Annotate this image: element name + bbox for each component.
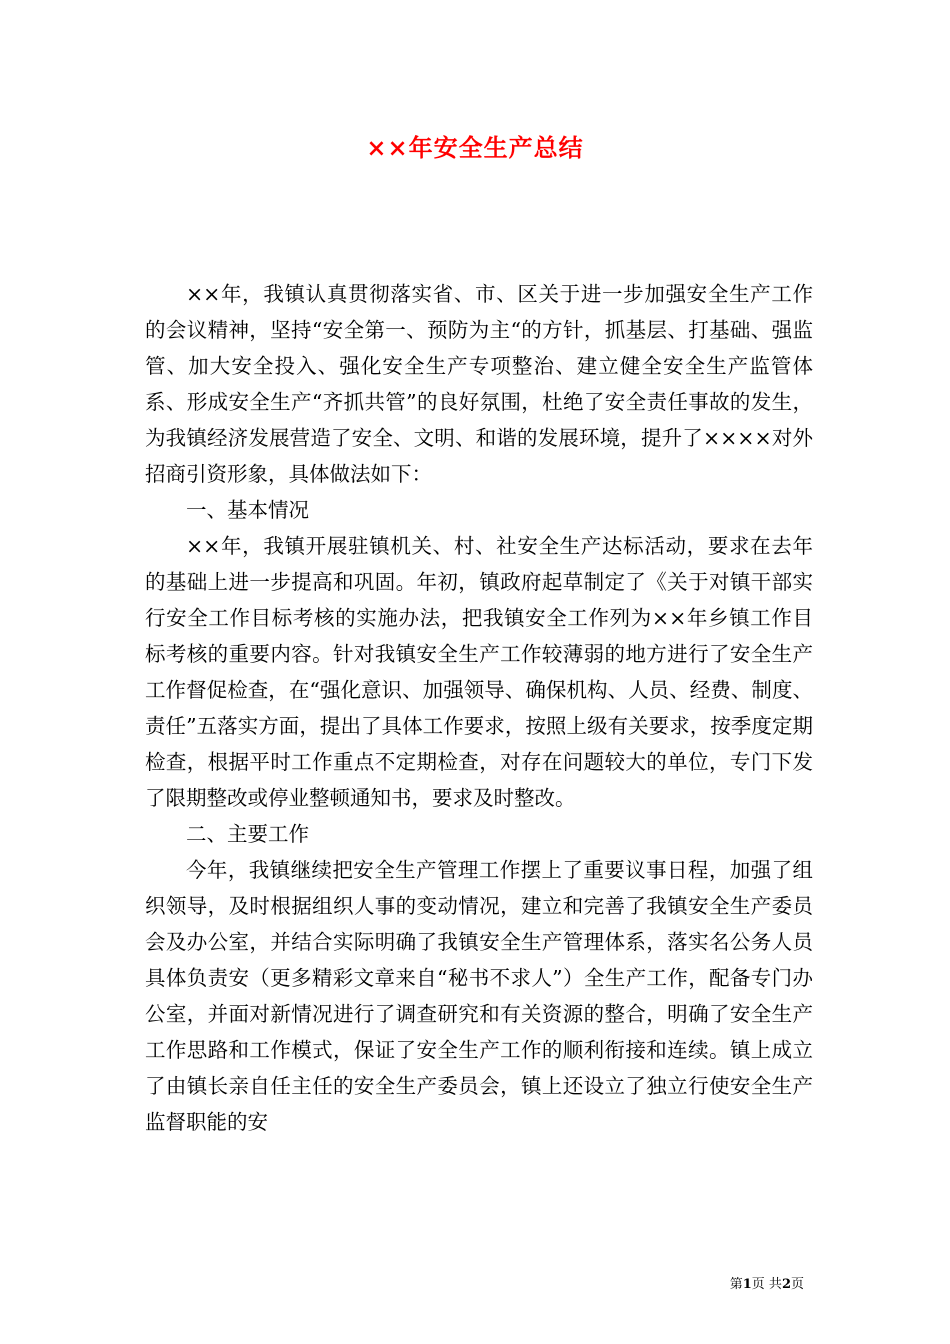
paragraph-basic: ××年，我镇开展驻镇机关、村、社安全生产达标活动，要求在去年的基础上进一步提高和巩固。年初，镇政府起草制定了《关于对镇干部实行安全工作目标考核的实施办法，把我镇安全工作列为××年乡镇工作目标考核的重要内容。针对我镇安全生产工作较薄弱的地方进行了安全生产工作督促检查，在“强化意识、加强领导、确保机构、人员、经费、制度、责任”五落实方面，提出了具体工作要求，按照上级有关要求，按季度定期检查，根据平时工作重点不定期检查，对存在问题较大的单位，专门下发了限期整改或停业整顿通知书，要求及时整改。 bbox=[145, 534, 813, 810]
footer-middle: 页 共 bbox=[751, 1277, 782, 1292]
document-title: ××年安全生产总结 bbox=[366, 133, 584, 162]
paragraph-intro: ××年，我镇认真贯彻落实省、市、区关于进一步加强安全生产工作的会议精神，坚持“安全第一、预防为主“的方针，抓基层、打基础、强监管、加大安全投入、强化安全生产专项整治、建立健全安全生产监管体系、形成安全生产“齐抓共管”的良好氛围，杜绝了安全责任事故的发生，为我镇经济发展营造了安全、文明、和谐的发展环境，提升了××××对外招商引资形象，具体做法如下： bbox=[145, 282, 813, 486]
page-footer bbox=[730, 1276, 804, 1294]
section-heading-basic: 一、基本情况 bbox=[186, 498, 309, 522]
document-body bbox=[145, 276, 813, 1140]
footer-page-number: 1 bbox=[742, 1277, 752, 1292]
paragraph-main-work: 今年，我镇继续把安全生产管理工作摆上了重要议事日程，加强了组织领导，及时根据组织人事的变动情况，建立和完善了我镇安全生产委员会及办公室，并结合实际明确了我镇安全生产管理体系，落实名公务人员具体负责安（更多精彩文章来自“秘书不求人”）全生产工作，配备专门办公室，并面对新情况进行了调查研究和有关资源的整合，明确了安全生产工作思路和工作模式，保证了安全生产工作的顺利衔接和连续。镇上成立了由镇长亲自任主任的安全生产委员会，镇上还设立了独立行使安全生产监督职能的安 bbox=[145, 858, 813, 1134]
footer-total-pages: 2 bbox=[781, 1277, 791, 1292]
footer-suffix: 页 bbox=[790, 1277, 804, 1292]
footer-prefix: 第 bbox=[729, 1277, 743, 1292]
section-heading-main-work: 二、主要工作 bbox=[186, 822, 309, 846]
